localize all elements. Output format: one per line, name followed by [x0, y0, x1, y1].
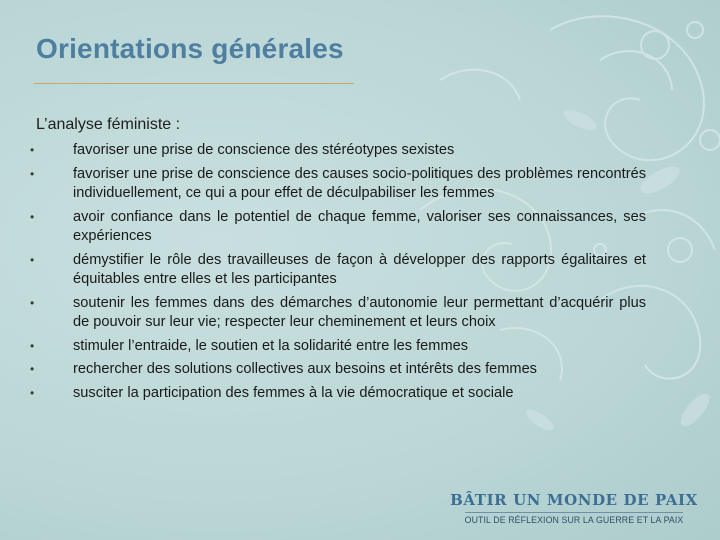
- bullet-icon: •: [30, 252, 35, 267]
- bullet-item: [30, 384, 646, 404]
- bullet-icon: •: [30, 166, 35, 181]
- bullet-text: favoriser une prise de conscience des stéréotypes sexistes: [73, 142, 455, 158]
- title-underline: [34, 83, 354, 84]
- bullet-icon: •: [30, 143, 35, 157]
- bullet-icon: •: [30, 338, 35, 353]
- bullet-icon: •: [30, 385, 35, 400]
- bullet-icon: •: [30, 295, 35, 310]
- bullet-item: [30, 141, 646, 161]
- bullet-item: [30, 165, 646, 204]
- bullet-text: avoir confiance dans le potentiel de chaque femme, valoriser ses connaissances, ses expériences: [73, 208, 646, 244]
- bullet-text: susciter la participation des femmes à la vie démocratique et sociale: [73, 384, 514, 401]
- bullet-text: stimuler l’entraide, le soutien et la solidarité entre les femmes: [73, 337, 469, 354]
- bullet-icon: •: [30, 362, 35, 376]
- bullet-text: soutenir les femmes dans des démarches d’autonomie leur permettant d’acquérir plus de pouvoir sur leur vie; respecter leur cheminement et leurs choix: [73, 294, 646, 330]
- bullet-text: rechercher des solutions collectives aux besoins et intérêts des femmes: [73, 361, 537, 377]
- bullet-text: démystifier le rôle des travailleuses de façon à développer des rapports égalitaires et équitables entre elles et les participantes: [73, 251, 646, 287]
- bullet-text: favoriser une prise de conscience des causes socio-politiques des problèmes rencontrés individuellement, ce qui a pour effet de déculpabiliser les femmes: [73, 165, 646, 201]
- bullet-item: [30, 337, 646, 357]
- slide-title: Orientations générales: [36, 33, 344, 64]
- footer-title: BÂTIR UN MONDE DE PAIX: [450, 491, 698, 509]
- footer-logo: [450, 491, 698, 528]
- bullet-item: [30, 251, 646, 290]
- bullet-list: [30, 141, 646, 407]
- bullet-icon: •: [30, 209, 35, 224]
- slide-subtitle: L’analyse féministe :: [36, 116, 181, 133]
- bullet-item: [30, 208, 646, 247]
- footer-subtitle: OUTIL DE RÉFLEXION SUR LA GUERRE ET LA PAIX: [465, 512, 684, 525]
- bullet-item: [30, 294, 646, 333]
- bullet-item: [30, 360, 646, 380]
